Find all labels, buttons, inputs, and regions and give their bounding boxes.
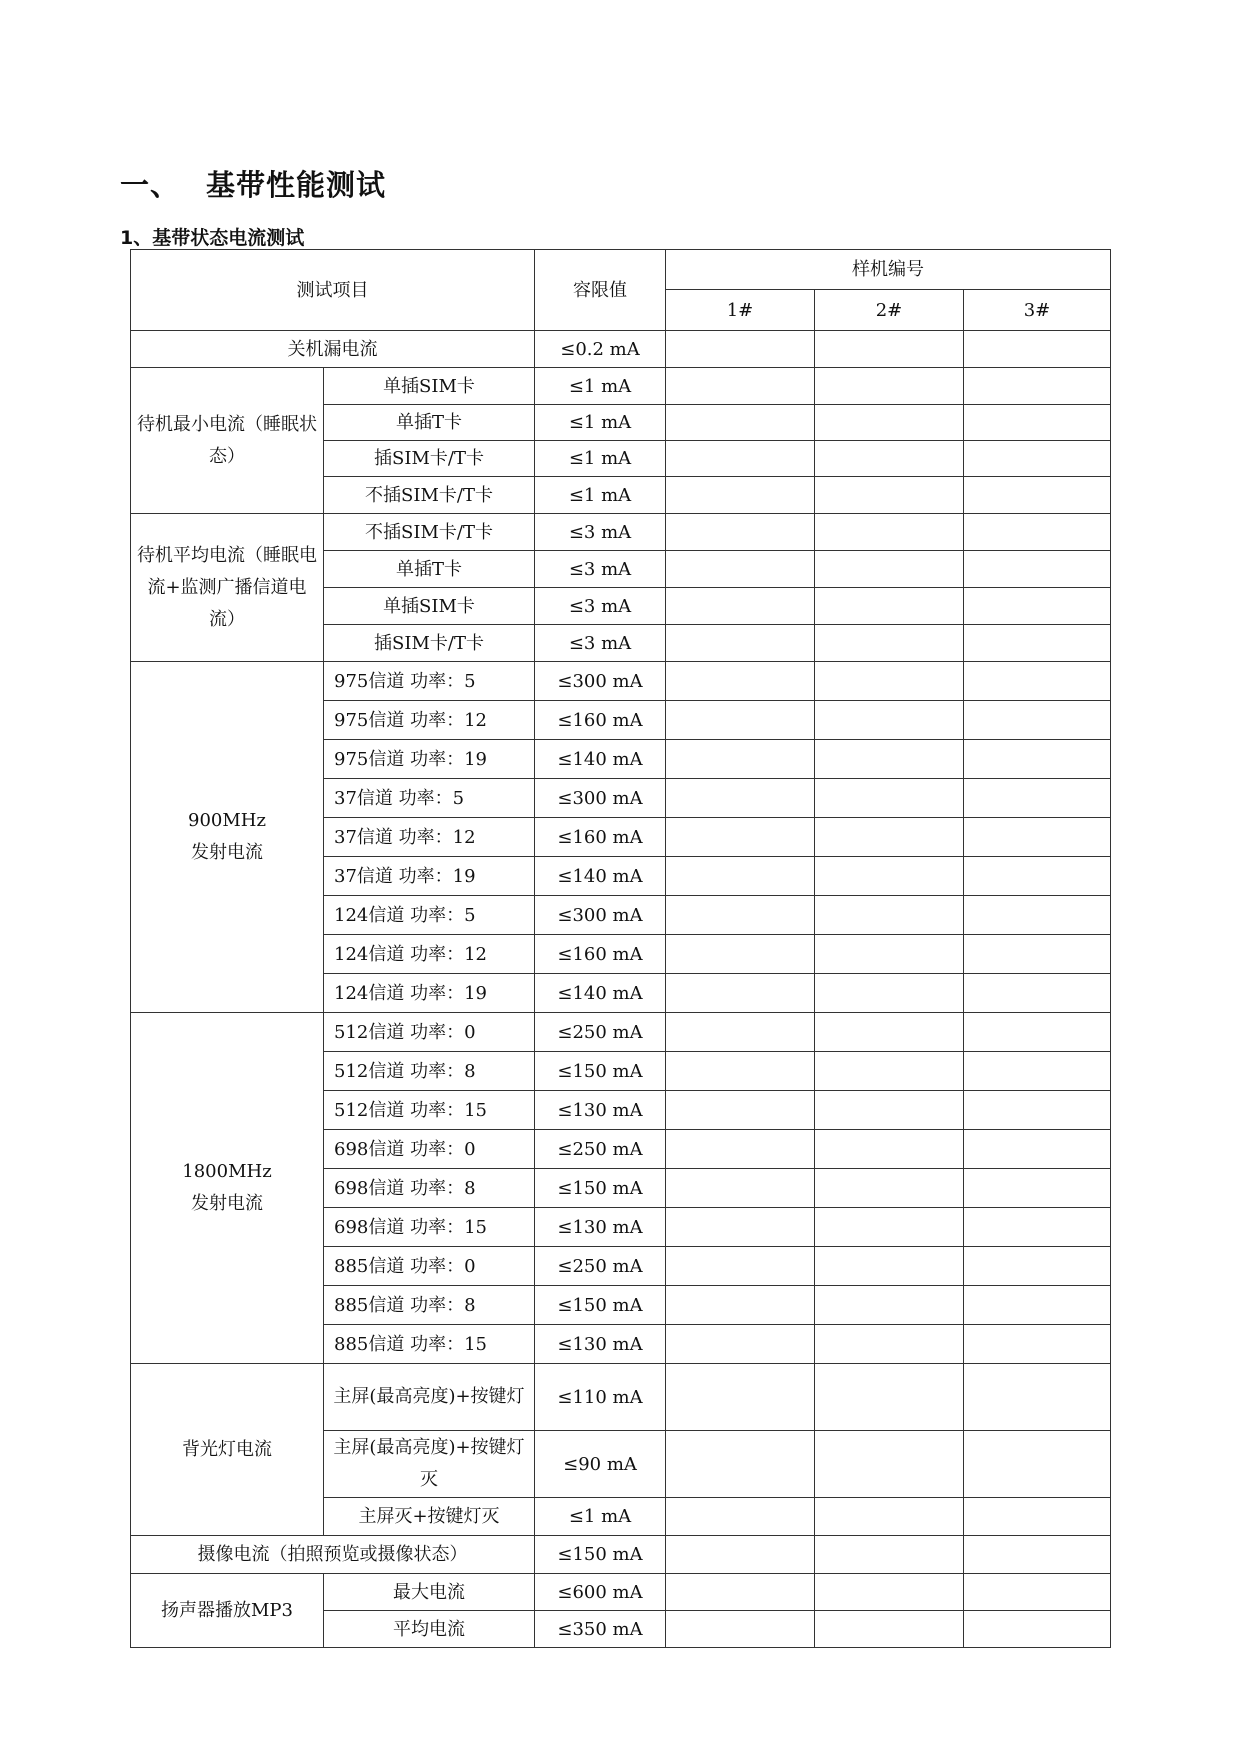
sample-3-cell[interactable] (964, 331, 1111, 368)
sample-1-cell[interactable] (666, 662, 815, 701)
condition-label: 37信道 功率：12 (324, 818, 535, 857)
sample-3-cell[interactable] (964, 935, 1111, 974)
sample-3-cell[interactable] (964, 1431, 1111, 1498)
test-item-label: 摄像电流（拍照预览或摄像状态） (131, 1536, 535, 1574)
sample-2-cell[interactable] (815, 588, 964, 625)
limit-value: ≤160 mA (535, 701, 666, 740)
group-label-line: 900MHz (188, 810, 266, 831)
sample-2-cell[interactable] (815, 701, 964, 740)
sample-3-cell[interactable] (964, 896, 1111, 935)
condition-label: 37信道 功率：19 (324, 857, 535, 896)
header-sample-1: 1# (666, 290, 815, 331)
sample-3-cell[interactable] (964, 1325, 1111, 1364)
condition-label: 单插T卡 (324, 551, 535, 588)
table-row (131, 662, 1111, 701)
condition-label: 512信道 功率：8 (324, 1052, 535, 1091)
limit-value: ≤3 mA (535, 514, 666, 551)
sample-3-cell[interactable] (964, 551, 1111, 588)
group-label: 待机最小电流（睡眠状态） (131, 368, 324, 514)
sample-2-cell[interactable] (815, 1364, 964, 1431)
sample-3-cell[interactable] (964, 662, 1111, 701)
sample-3-cell[interactable] (964, 368, 1111, 405)
sample-1-cell[interactable] (666, 1169, 815, 1208)
sample-3-cell[interactable] (964, 625, 1111, 662)
sample-3-cell[interactable] (964, 1364, 1111, 1431)
sample-3-cell[interactable] (964, 701, 1111, 740)
limit-value: ≤250 mA (535, 1130, 666, 1169)
sample-1-cell[interactable] (666, 740, 815, 779)
sample-2-cell[interactable] (815, 779, 964, 818)
sample-1-cell[interactable] (666, 405, 815, 441)
condition-label: 885信道 功率：0 (324, 1247, 535, 1286)
group-label: 待机平均电流（睡眠电流+监测广播信道电流） (131, 514, 324, 662)
sample-3-cell[interactable] (964, 1574, 1111, 1611)
limit-value: ≤1 mA (535, 405, 666, 441)
sample-1-cell[interactable] (666, 1536, 815, 1574)
sample-1-cell[interactable] (666, 974, 815, 1013)
sample-1-cell[interactable] (666, 1091, 815, 1130)
limit-value: ≤150 mA (535, 1169, 666, 1208)
sample-3-cell[interactable] (964, 1498, 1111, 1536)
condition-label: 平均电流 (324, 1611, 535, 1648)
limit-value: ≤300 mA (535, 896, 666, 935)
condition-label: 插SIM卡/T卡 (324, 441, 535, 477)
table-row (131, 331, 1111, 368)
sample-2-cell[interactable] (815, 368, 964, 405)
sample-2-cell[interactable] (815, 1498, 964, 1536)
condition-label: 主屏(最高亮度)+按键灯灭 (324, 1431, 535, 1498)
condition-label: 124信道 功率：19 (324, 974, 535, 1013)
condition-label: 124信道 功率：12 (324, 935, 535, 974)
sample-1-cell[interactable] (666, 1208, 815, 1247)
sample-1-cell[interactable] (666, 1247, 815, 1286)
sample-1-cell[interactable] (666, 1364, 815, 1431)
sample-1-cell[interactable] (666, 701, 815, 740)
sample-2-cell[interactable] (815, 1208, 964, 1247)
sample-2-cell[interactable] (815, 1052, 964, 1091)
sample-1-cell[interactable] (666, 1325, 815, 1364)
table-row (131, 1574, 1111, 1611)
limit-value: ≤1 mA (535, 1498, 666, 1536)
header-limit: 容限值 (535, 250, 666, 331)
sample-2-cell[interactable] (815, 477, 964, 514)
sample-3-cell[interactable] (964, 1611, 1111, 1648)
sample-3-cell[interactable] (964, 818, 1111, 857)
sample-1-cell[interactable] (666, 1611, 815, 1648)
test-item-label: 关机漏电流 (131, 331, 535, 368)
condition-label: 单插SIM卡 (324, 588, 535, 625)
condition-label: 975信道 功率：5 (324, 662, 535, 701)
condition-label: 512信道 功率：15 (324, 1091, 535, 1130)
sample-2-cell[interactable] (815, 857, 964, 896)
sample-3-cell[interactable] (964, 1169, 1111, 1208)
header-sample-2: 2# (815, 290, 964, 331)
group-label (131, 662, 324, 1013)
sample-1-cell[interactable] (666, 1431, 815, 1498)
sample-3-cell[interactable] (964, 1536, 1111, 1574)
sample-1-cell[interactable] (666, 935, 815, 974)
sample-1-cell[interactable] (666, 514, 815, 551)
sample-1-cell[interactable] (666, 1574, 815, 1611)
limit-value: ≤130 mA (535, 1091, 666, 1130)
limit-value: ≤90 mA (535, 1431, 666, 1498)
section-number: 一、 (120, 168, 181, 202)
table-row (131, 1536, 1111, 1574)
sample-1-cell[interactable] (666, 779, 815, 818)
condition-label: 单插T卡 (324, 405, 535, 441)
sample-1-cell[interactable] (666, 1052, 815, 1091)
sample-3-cell[interactable] (964, 1091, 1111, 1130)
limit-value: ≤130 mA (535, 1208, 666, 1247)
group-label-line: 发射电流 (191, 842, 263, 863)
subsection-heading: 1、基带状态电流测试 (120, 227, 305, 249)
condition-label: 不插SIM卡/T卡 (324, 477, 535, 514)
limit-value: ≤140 mA (535, 974, 666, 1013)
sample-2-cell[interactable] (815, 1611, 964, 1648)
condition-label: 975信道 功率：19 (324, 740, 535, 779)
sample-2-cell[interactable] (815, 818, 964, 857)
condition-label: 975信道 功率：12 (324, 701, 535, 740)
sample-2-cell[interactable] (815, 1091, 964, 1130)
sample-3-cell[interactable] (964, 1052, 1111, 1091)
current-test-table (130, 249, 1111, 1648)
sample-1-cell[interactable] (666, 477, 815, 514)
sample-3-cell[interactable] (964, 1208, 1111, 1247)
sample-3-cell[interactable] (964, 588, 1111, 625)
sample-2-cell[interactable] (815, 1169, 964, 1208)
header-row (131, 250, 1111, 290)
limit-value: ≤0.2 mA (535, 331, 666, 368)
limit-value: ≤150 mA (535, 1536, 666, 1574)
sample-2-cell[interactable] (815, 1431, 964, 1498)
sample-3-cell[interactable] (964, 441, 1111, 477)
sample-1-cell[interactable] (666, 331, 815, 368)
sample-2-cell[interactable] (815, 514, 964, 551)
sample-2-cell[interactable] (815, 1130, 964, 1169)
group-label-line: 1800MHz (182, 1161, 272, 1182)
limit-value: ≤160 mA (535, 818, 666, 857)
table-row (131, 1013, 1111, 1052)
limit-value: ≤600 mA (535, 1574, 666, 1611)
sample-1-cell[interactable] (666, 551, 815, 588)
sample-1-cell[interactable] (666, 368, 815, 405)
group-label-line: 发射电流 (191, 1193, 263, 1214)
limit-value: ≤1 mA (535, 477, 666, 514)
limit-value: ≤3 mA (535, 588, 666, 625)
limit-value: ≤160 mA (535, 935, 666, 974)
sample-1-cell[interactable] (666, 625, 815, 662)
sample-3-cell[interactable] (964, 1013, 1111, 1052)
section-title: 基带性能测试 (206, 168, 387, 202)
sample-3-cell[interactable] (964, 857, 1111, 896)
condition-label: 698信道 功率：15 (324, 1208, 535, 1247)
sample-2-cell[interactable] (815, 1325, 964, 1364)
sample-2-cell[interactable] (815, 625, 964, 662)
condition-label: 698信道 功率：8 (324, 1169, 535, 1208)
condition-label: 885信道 功率：15 (324, 1325, 535, 1364)
sample-3-cell[interactable] (964, 1247, 1111, 1286)
group-label: 扬声器播放MP3 (131, 1574, 324, 1648)
sample-2-cell[interactable] (815, 1536, 964, 1574)
limit-value: ≤150 mA (535, 1052, 666, 1091)
sample-1-cell[interactable] (666, 1286, 815, 1325)
sample-3-cell[interactable] (964, 1130, 1111, 1169)
sample-2-cell[interactable] (815, 1013, 964, 1052)
limit-value: ≤250 mA (535, 1013, 666, 1052)
sample-1-cell[interactable] (666, 896, 815, 935)
condition-label: 885信道 功率：8 (324, 1286, 535, 1325)
sample-3-cell[interactable] (964, 477, 1111, 514)
header-item: 测试项目 (131, 250, 535, 331)
sample-2-cell[interactable] (815, 935, 964, 974)
sample-3-cell[interactable] (964, 1286, 1111, 1325)
condition-label: 插SIM卡/T卡 (324, 625, 535, 662)
limit-value: ≤300 mA (535, 779, 666, 818)
sample-2-cell[interactable] (815, 896, 964, 935)
condition-label: 512信道 功率：0 (324, 1013, 535, 1052)
header-sample-3: 3# (964, 290, 1111, 331)
limit-value: ≤350 mA (535, 1611, 666, 1648)
header-samples: 样机编号 (666, 250, 1111, 290)
condition-label: 主屏(最高亮度)+按键灯 (324, 1364, 535, 1431)
sample-1-cell[interactable] (666, 1013, 815, 1052)
sample-1-cell[interactable] (666, 588, 815, 625)
sample-2-cell[interactable] (815, 662, 964, 701)
section-heading (120, 163, 386, 204)
sample-2-cell[interactable] (815, 551, 964, 588)
condition-label: 698信道 功率：0 (324, 1130, 535, 1169)
condition-label: 单插SIM卡 (324, 368, 535, 405)
sample-2-cell[interactable] (815, 331, 964, 368)
sample-2-cell[interactable] (815, 441, 964, 477)
sample-2-cell[interactable] (815, 1574, 964, 1611)
limit-value: ≤300 mA (535, 662, 666, 701)
sample-1-cell[interactable] (666, 1498, 815, 1536)
sample-3-cell[interactable] (964, 974, 1111, 1013)
table-row (131, 514, 1111, 551)
sample-3-cell[interactable] (964, 514, 1111, 551)
sample-2-cell[interactable] (815, 405, 964, 441)
sample-3-cell[interactable] (964, 405, 1111, 441)
sample-3-cell[interactable] (964, 740, 1111, 779)
limit-value: ≤1 mA (535, 441, 666, 477)
table-row (131, 368, 1111, 405)
limit-value: ≤250 mA (535, 1247, 666, 1286)
table-row (131, 1364, 1111, 1431)
limit-value: ≤110 mA (535, 1364, 666, 1431)
sample-1-cell[interactable] (666, 1130, 815, 1169)
sample-1-cell[interactable] (666, 441, 815, 477)
sample-3-cell[interactable] (964, 779, 1111, 818)
group-label: 背光灯电流 (131, 1364, 324, 1536)
limit-value: ≤140 mA (535, 857, 666, 896)
sample-2-cell[interactable] (815, 974, 964, 1013)
sample-2-cell[interactable] (815, 740, 964, 779)
sample-1-cell[interactable] (666, 818, 815, 857)
limit-value: ≤150 mA (535, 1286, 666, 1325)
condition-label: 124信道 功率：5 (324, 896, 535, 935)
limit-value: ≤130 mA (535, 1325, 666, 1364)
group-label (131, 1013, 324, 1364)
sample-2-cell[interactable] (815, 1286, 964, 1325)
condition-label: 不插SIM卡/T卡 (324, 514, 535, 551)
limit-value: ≤1 mA (535, 368, 666, 405)
limit-value: ≤140 mA (535, 740, 666, 779)
limit-value: ≤3 mA (535, 625, 666, 662)
sample-1-cell[interactable] (666, 857, 815, 896)
limit-value: ≤3 mA (535, 551, 666, 588)
condition-label: 最大电流 (324, 1574, 535, 1611)
condition-label: 37信道 功率：5 (324, 779, 535, 818)
sample-2-cell[interactable] (815, 1247, 964, 1286)
condition-label: 主屏灭+按键灯灭 (324, 1498, 535, 1536)
